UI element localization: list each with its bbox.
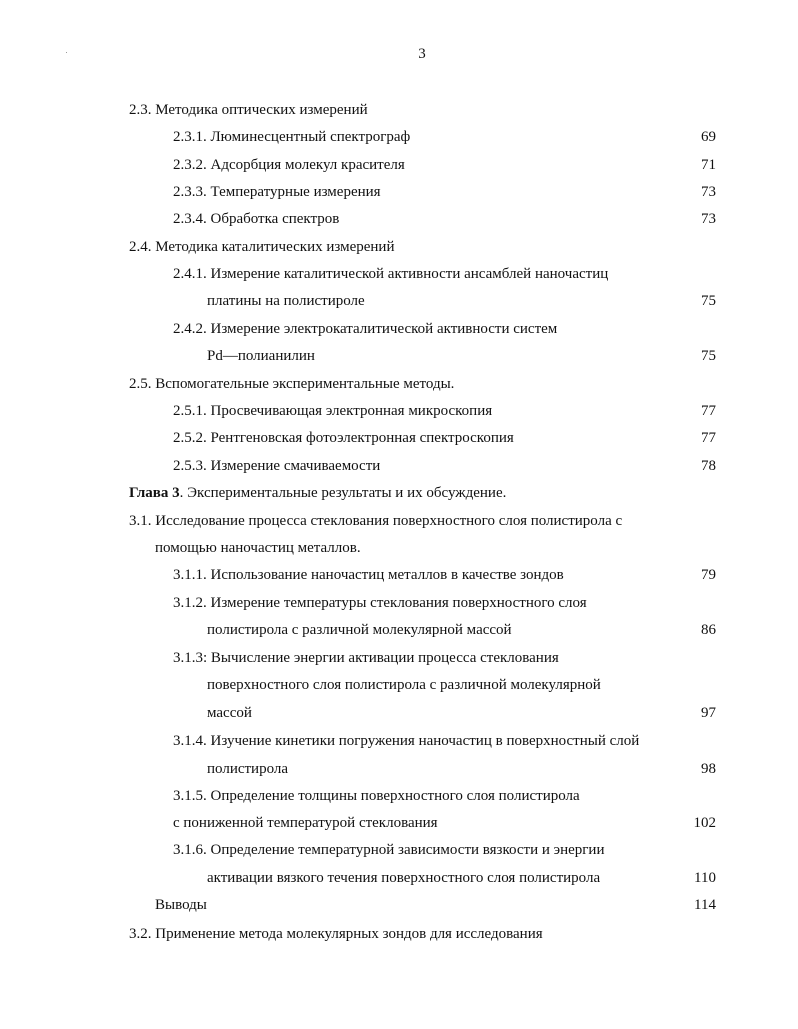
toc-entry-conclusions: Выводы xyxy=(155,897,207,913)
toc-page-3-1-2: 86 xyxy=(701,622,716,638)
toc-entry-2-5-2: 2.5.2. Рентгеновская фотоэлектронная спектроскопия xyxy=(173,430,514,446)
toc-entry-3-1-cont: помощью наночастиц металлов. xyxy=(155,540,361,556)
toc-page-2-5-1: 77 xyxy=(701,403,716,419)
toc-page-2-3-1: 69 xyxy=(701,129,716,145)
toc-page-3-1-4: 98 xyxy=(701,761,716,777)
toc-entry-3-1-6: 3.1.6. Определение температурной зависимости вязкости и энергии xyxy=(173,842,605,858)
toc-entry-3-2: 3.2. Применение метода молекулярных зондов для исследования xyxy=(129,926,543,942)
toc-entry-3-1-1: 3.1.1. Использование наночастиц металлов в качестве зондов xyxy=(173,567,564,583)
toc-entry-2-4-1: 2.4.1. Измерение каталитической активности ансамблей наночастиц xyxy=(173,266,609,282)
toc-page-2-5-2: 77 xyxy=(701,430,716,446)
toc-entry-3-1-2: 3.1.2. Измерение температуры стеклования поверхностного слоя xyxy=(173,595,587,611)
toc-entry-3-1-5: 3.1.5. Определение толщины поверхностного слоя полистирола xyxy=(173,788,580,804)
toc-page-2-4-1: 75 xyxy=(701,293,716,309)
chapter-title: . Экспериментальные результаты и их обсуждение. xyxy=(179,485,507,501)
toc-page-2-4-2: 75 xyxy=(701,348,716,364)
toc-entry-3-1-3: 3.1.3: Вычисление энергии активации процесса стеклования xyxy=(173,650,559,666)
toc-entry-2-4-1-cont: платины на полистироле xyxy=(207,293,365,309)
toc-entry-chapter-3 xyxy=(129,484,506,502)
toc-page-3-1-1: 79 xyxy=(701,567,716,583)
toc-entry-3-1-4: 3.1.4. Изучение кинетики погружения наночастиц в поверхностный слой xyxy=(173,733,640,749)
toc-entry-2-4-2: 2.4.2. Измерение электрокаталитической активности систем xyxy=(173,321,558,337)
toc-page-3-1-6: 110 xyxy=(694,870,716,886)
toc-entry-3-1-3-cont1: поверхностного слоя полистирола с различной молекулярной xyxy=(207,677,601,693)
toc-entry-2-3-3: 2.3.3. Температурные измерения xyxy=(173,184,381,200)
toc-entry-2-4-2-cont: Pd—полианилин xyxy=(207,348,315,364)
toc-entry-2-5-3: 2.5.3. Измерение смачиваемости xyxy=(173,458,381,474)
toc-entry-3-1: 3.1. Исследование процесса стеклования поверхностного слоя полистирола с xyxy=(129,513,623,529)
toc-entry-2-5: 2.5. Вспомогательные экспериментальные методы. xyxy=(129,376,455,392)
toc-page-2-3-4: 73 xyxy=(701,211,716,227)
toc-entry-2-3-2: 2.3.2. Адсорбция молекул красителя xyxy=(173,157,405,173)
page-number: 3 xyxy=(418,46,426,62)
toc-entry-3-1-6-cont: активации вязкого течения поверхностного слоя полистирола xyxy=(207,870,601,886)
toc-entry-2-5-1: 2.5.1. Просвечивающая электронная микроскопия xyxy=(173,403,493,419)
toc-page-3-1-5: 102 xyxy=(693,815,716,831)
toc-page-2-3-3: 73 xyxy=(701,184,716,200)
toc-page-3-1-3: 97 xyxy=(701,705,716,721)
toc-entry-2-4: 2.4. Методика каталитических измерений xyxy=(129,239,395,255)
toc-entry-2-3-1: 2.3.1. Люминесцентный спектрограф xyxy=(173,129,411,145)
toc-entry-3-1-4-cont: полистирола xyxy=(207,761,289,777)
toc-page-2-3-2: 71 xyxy=(701,157,716,173)
toc-entry-2-3: 2.3. Методика оптических измерений xyxy=(129,102,368,118)
toc-entry-3-1-3-cont2: массой xyxy=(207,705,252,721)
toc-entry-3-1-5-cont: с пониженной температурой стеклования xyxy=(173,815,438,831)
scan-speck xyxy=(66,52,67,53)
chapter-label: Глава 3 xyxy=(129,485,180,501)
toc-entry-3-1-2-cont: полистирола с различной молекулярной массой xyxy=(207,622,512,638)
toc-page-2-5-3: 78 xyxy=(701,458,716,474)
toc-entry-2-3-4: 2.3.4. Обработка спектров xyxy=(173,211,340,227)
toc-page-conclusions: 114 xyxy=(694,897,716,913)
